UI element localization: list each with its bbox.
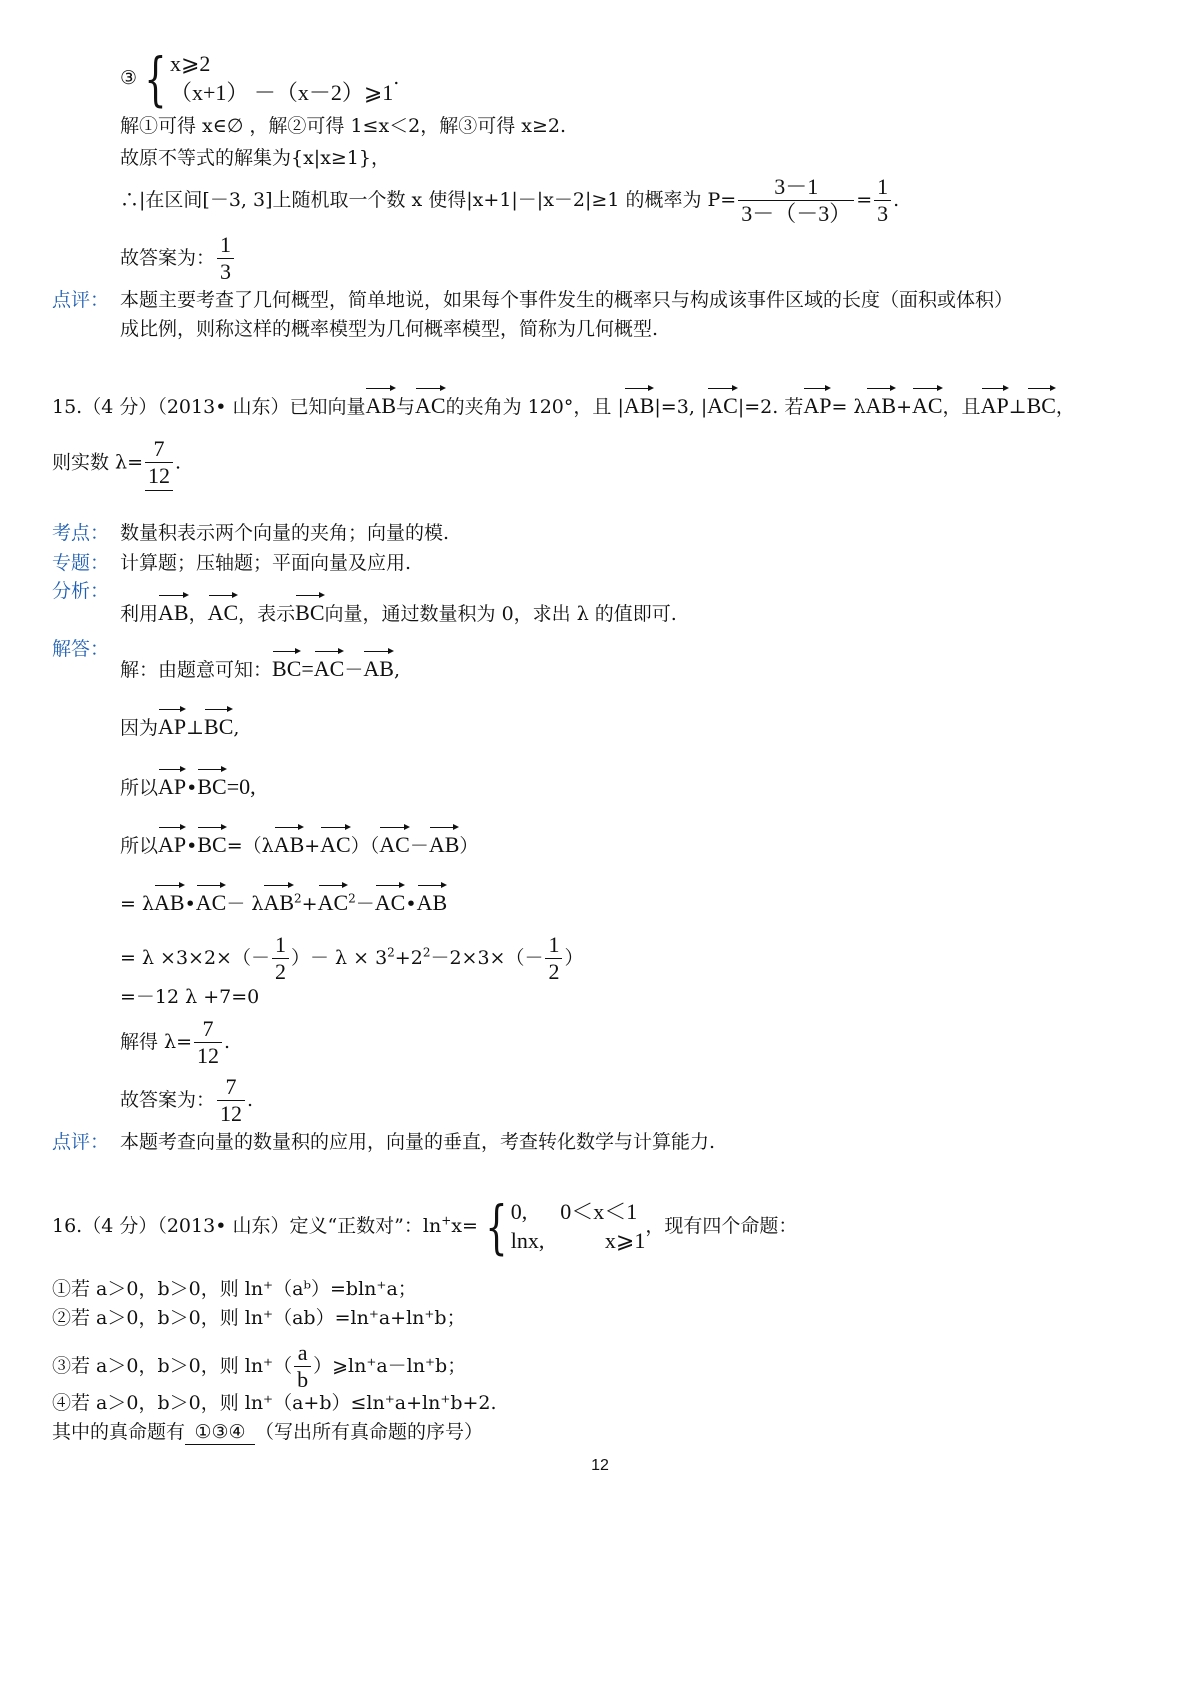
proposition-1: ①若 a＞0，b＞0，则 ln⁺（aᵇ）=bln⁺a； bbox=[52, 1278, 417, 1300]
vector-ac: AC bbox=[415, 385, 446, 419]
vector-ap: AP bbox=[981, 385, 1009, 419]
answer-15: 则实数 λ= $\frac{7}{12}$ . bbox=[52, 436, 181, 491]
fenxi-text: 利用AB，AC，表示BC向量，通过数量积为 0，求出 λ 的值即可. bbox=[120, 592, 677, 626]
case-line: x⩾2 bbox=[169, 51, 211, 77]
jieda-label: 解答： bbox=[52, 638, 110, 660]
vector-ab: AB bbox=[624, 385, 655, 419]
comment-text: 本题考查向量的数量积的应用，向量的垂直，考查转化数学与计算能力. bbox=[120, 1131, 716, 1153]
answer-fraction: $\frac{1}{3}$ bbox=[217, 232, 234, 286]
solution-set: 故原不等式的解集为{x|x≥1}， bbox=[120, 147, 391, 169]
zhuanti-text: 计算题；压轴题；平面向量及应用. bbox=[120, 552, 412, 574]
proposition-4: ④若 a＞0，b＞0，则 ln⁺（a+b）≤ln⁺a+ln⁺b+2. bbox=[52, 1392, 497, 1414]
vector-ac: AC bbox=[912, 385, 943, 419]
question-15: 15.（4 分）（2013• 山东）已知向量AB与AC的夹角为 120°，且 |AB|=3, |AC|=2. 若AP= λAB+AC，且AP⊥BC， bbox=[52, 385, 1075, 419]
solution-line-2: 因为AP⊥BC, bbox=[120, 706, 239, 740]
vector-ab: AB bbox=[365, 385, 396, 419]
proposition-2: ②若 a＞0，b＞0，则 ln⁺（ab）=ln⁺a+ln⁺b； bbox=[52, 1307, 466, 1329]
solution-line-7: =－12 λ +7=0 bbox=[120, 986, 260, 1008]
case-line: （x+1） －（x－2）⩾1 bbox=[169, 80, 394, 105]
comment-line: 本题主要考查了几何概型，简单地说，如果每个事件发生的概率只与构成该事件区域的长度（面积或体积） bbox=[120, 289, 1014, 311]
true-propositions: 其中的真命题有 ①③④ （写出所有真命题的序号） bbox=[52, 1421, 484, 1443]
comment-label: 点评： bbox=[52, 289, 110, 311]
answer-14: 故答案为： $\frac{1}{3}$ bbox=[120, 232, 236, 286]
comment-label: 点评： bbox=[52, 1131, 110, 1153]
answer-fraction: $\frac{7}{12}$ bbox=[145, 436, 173, 491]
solve-line: 解①可得 x∈∅ ，解②可得 1≤x＜2，解③可得 x≥2. bbox=[120, 115, 567, 137]
question-16: 16.（4 分）（2013• 山东）定义“正数对”：ln+x= { 0, 0＜x＜1 lnx, x⩾1 ，现有四个命题： bbox=[52, 1193, 798, 1261]
probability-result: $\frac{1}{3}$ bbox=[874, 174, 891, 228]
brace: { bbox=[144, 45, 167, 113]
answer-blank: ①③④ bbox=[185, 1421, 255, 1445]
solution-line-3: 所以AP•BC=0, bbox=[120, 766, 256, 800]
proposition-3: ③若 a＞0，b＞0，则 ln⁺（ $\frac{a}{b}$ ）⩾ln⁺a－ln⁺b； bbox=[52, 1340, 467, 1393]
kaodian-text: 数量积表示两个向量的夹角；向量的模. bbox=[120, 522, 450, 544]
solution-line-5: = λAB•AC－ $\lambda AB^2+AC^2-AC•AB$ bbox=[120, 882, 447, 916]
comment-line: 成比例，则称这样的概率模型为几何概率模型，简称为几何概型. bbox=[120, 318, 659, 340]
probability-line: ∴|在区间[－3, 3]上随机取一个数 x 使得|x+1|－|x－2|≥1 的概率为 P= $\frac{3-1}{3-(-3)}$ = $\frac{1}{3}$ . bbox=[120, 174, 900, 227]
page-number: 12 bbox=[591, 1457, 609, 1474]
solution-line-6: = λ ×3×2×（－ $\frac{1}{2}$ ）－ $\lambda \times 3^2+2^2-2\times 3\times(-$ $\frac{1}{2}$ ） bbox=[120, 932, 584, 985]
kaodian-label: 考点： bbox=[52, 522, 110, 544]
solution-line-8: 解得 λ= $\frac{7}{12}$ . bbox=[120, 1016, 231, 1069]
solution-line-1: 解：由题意可知：BC=AC－AB, bbox=[120, 648, 400, 682]
solution-line-9: 故答案为： $\frac{7}{12}$ . bbox=[120, 1074, 254, 1127]
vector-ab: AB bbox=[866, 385, 897, 419]
vector-ac: AC bbox=[707, 385, 738, 419]
case3-system: ③ { x⩾2 （x+1） －（x－2）⩾1 . bbox=[120, 45, 400, 113]
zhuanti-label: 专题： bbox=[52, 552, 110, 574]
case-number: ③ bbox=[120, 67, 138, 89]
probability-fraction: $\frac{3-1}{3-(-3)}$ bbox=[738, 174, 854, 228]
vector-bc: BC bbox=[1027, 385, 1056, 419]
vector-ap: AP bbox=[803, 385, 831, 419]
solution-line-4: 所以AP•BC=（λAB+AC）（AC－AB） bbox=[120, 824, 478, 858]
fenxi-label: 分析： bbox=[52, 580, 110, 602]
